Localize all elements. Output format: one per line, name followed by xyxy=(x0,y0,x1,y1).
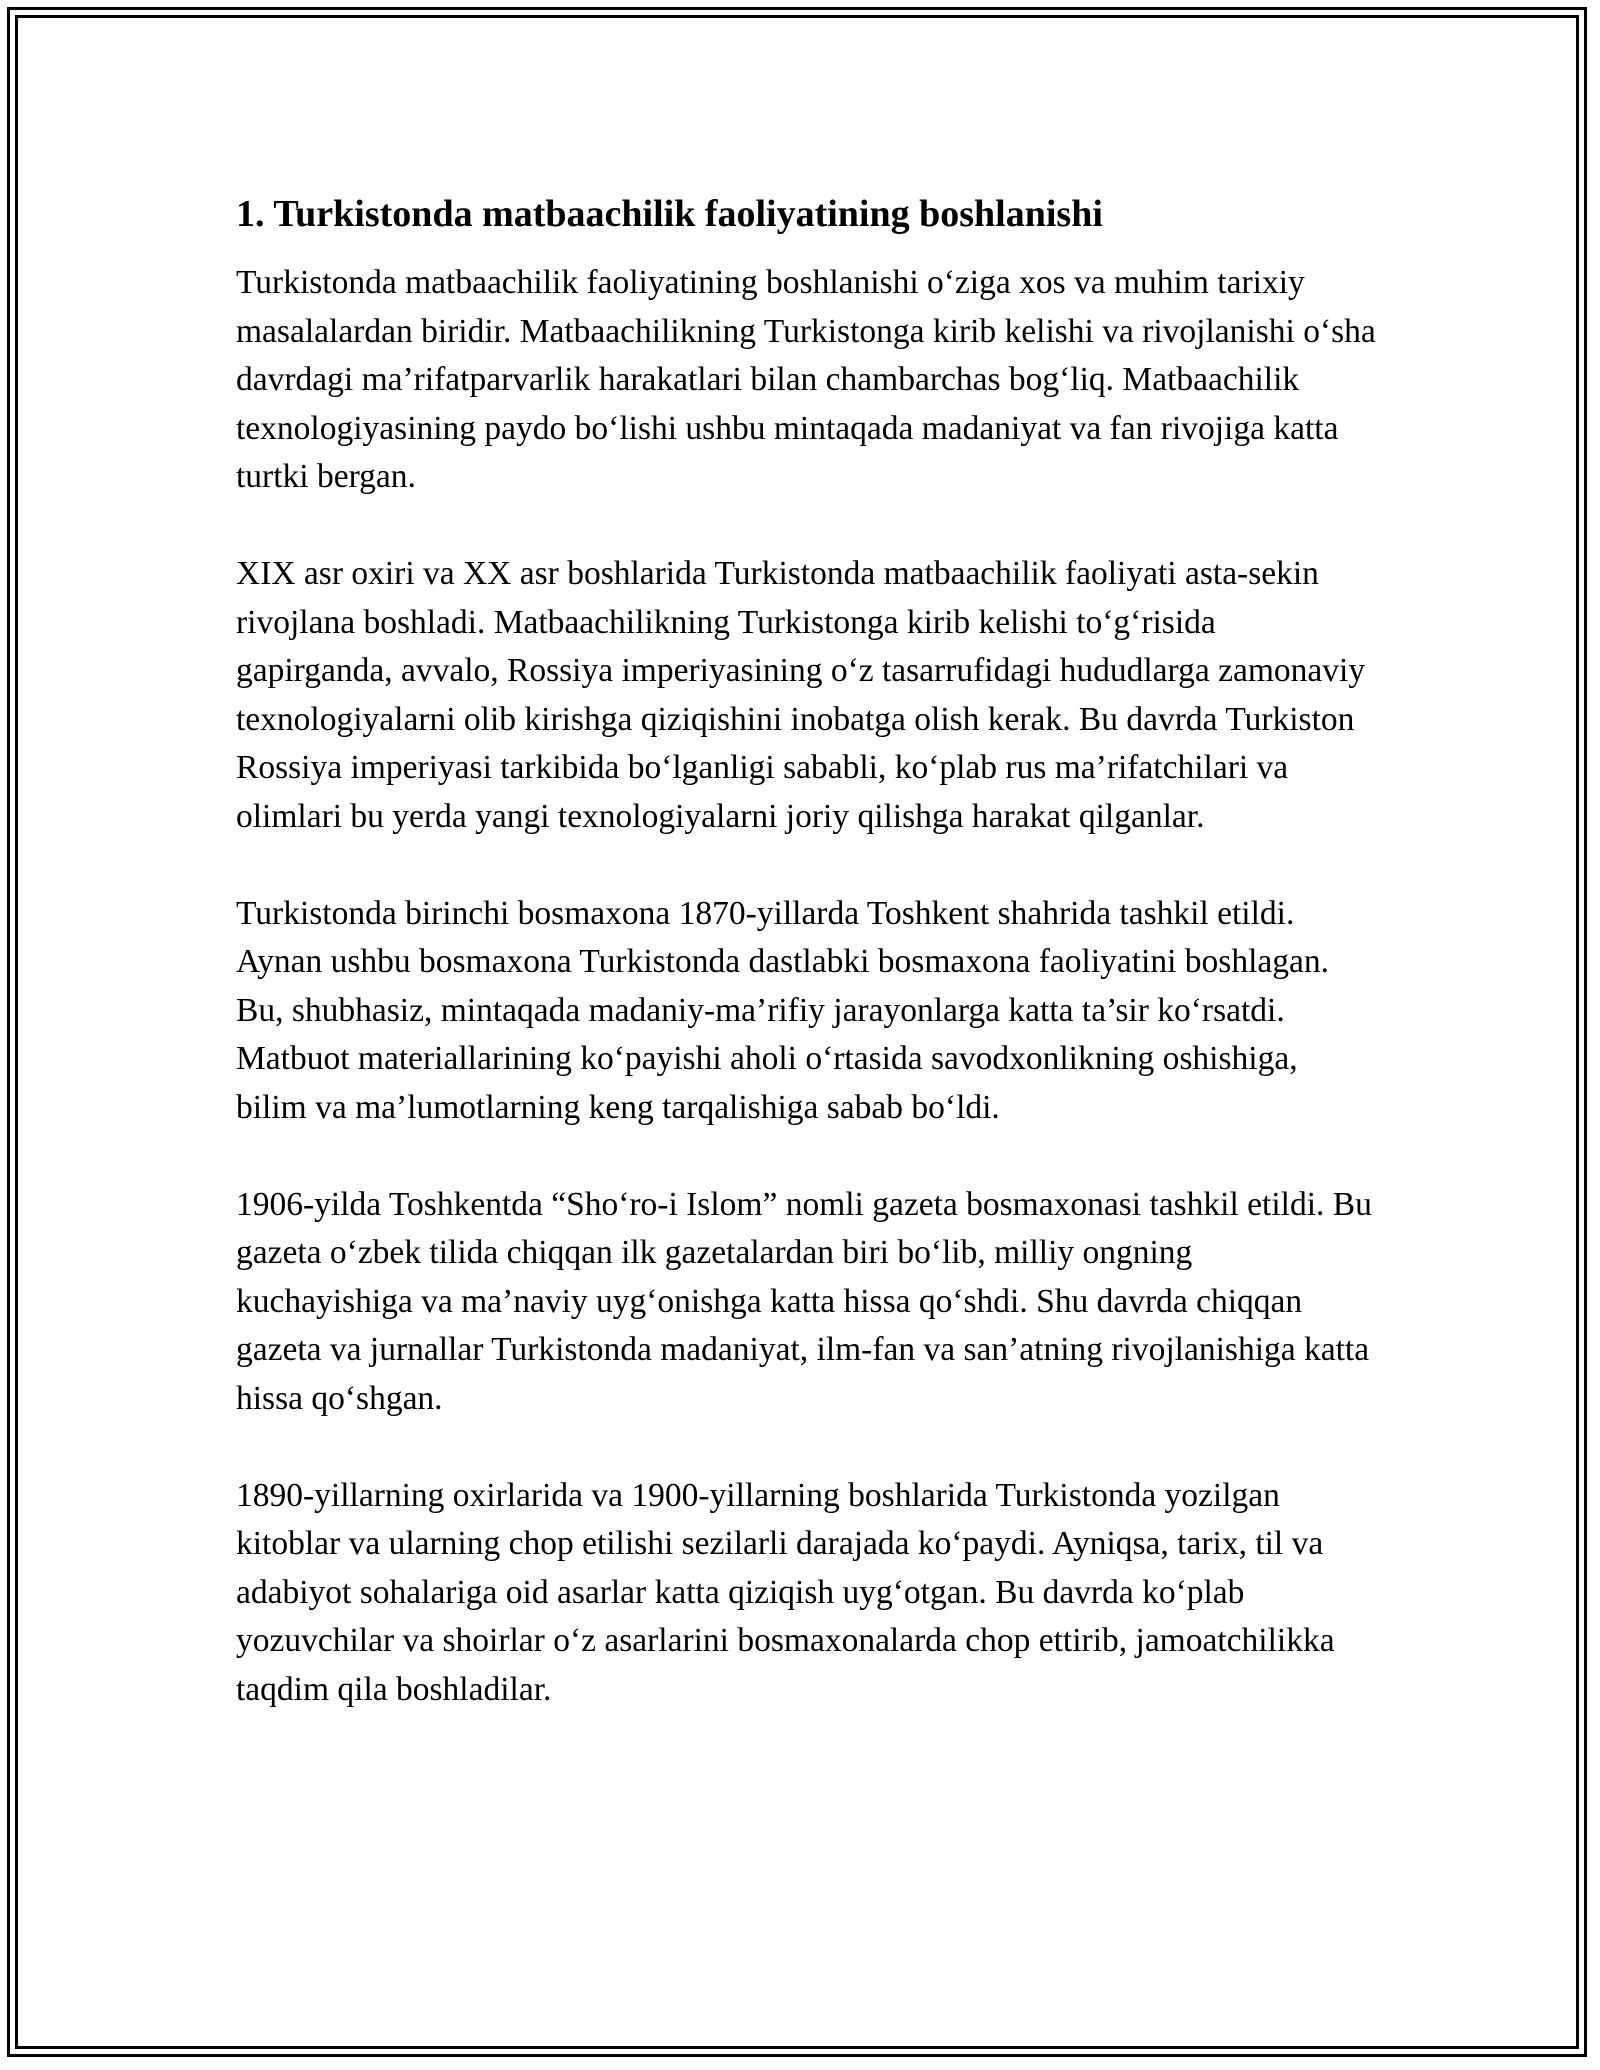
document-body xyxy=(236,183,1376,1763)
paragraph-4: 1906-yilda Toshkentda “Sho‘ro-i Islom” nomli gazeta bosmaxonasi tashkil etildi. Bu gazeta o‘zbek tilida chiqqan ilk gazetalardan biri bo‘lib, milliy ongning kuchayishiga va ma’naviy uyg‘onishga katta hissa qo‘shdi. Shu davrda chiqqan gazeta va jurnallar Turkistonda madaniyat, ilm-fan va san’atning rivojlanishiga katta hissa qo‘shgan. xyxy=(236,1185,1372,1417)
paragraph-3: Turkistonda birinchi bosmaxona 1870-yillarda Toshkent shahrida tashkil etildi. Aynan ushbu bosmaxona Turkistonda dastlabki bosmaxona faoliyatini boshlagan. Bu, shubhasiz, mintaqada madaniy-ma’rifiy jarayonlarga katta ta’sir ko‘rsatdi. Matbuot materiallarining ko‘payishi aholi o‘rtasida savodxonlikning oshishiga, bilim va ma’lumotlarning keng tarqalishiga sabab bo‘ldi. xyxy=(236,894,1330,1126)
paragraph-1: Turkistonda matbaachilik faoliyatining boshlanishi o‘ziga xos va muhim tarixiy masalalardan biridir. Matbaachilikning Turkistonga kirib kelishi va rivojlanishi o‘sha davrdagi ma’rifatparvarlik harakatlari bilan chambarchas bog‘liq. Matbaachilik texnologiyasining paydo bo‘lishi ushbu mintaqada madaniyat va fan rivojiga katta turtki bergan. xyxy=(236,264,1376,495)
section-heading: 1. Turkistonda matbaachilik faoliyatining boshlanishi xyxy=(236,193,1103,235)
paragraph-2: XIX asr oxiri va XX asr boshlarida Turkistonda matbaachilik faoliyati asta-sekin rivojlana boshladi. Matbaachilikning Turkistonga kirib kelishi to‘g‘risida gapirganda, avvalo, Rossiya imperiyasining o‘z tasarrufidagi hududlarga zamonaviy texnologiyalarni olib kirishga qiziqishini inobatga olish kerak. Bu davrda Turkiston Rossiya imperiyasi tarkibida bo‘lganligi sababli, ko‘plab rus ma’rifatchilari va olimlari bu yerda yangi texnologiyalarni joriy qilishga harakat qilganlar. xyxy=(236,555,1366,835)
paragraph-5: 1890-yillarning oxirlarida va 1900-yillarning boshlarida Turkistonda yozilgan kitoblar va ularning chop etilishi sezilarli darajada ko‘paydi. Ayniqsa, tarix, til va adabiyot sohalariga oid asarlar katta qiziqish uyg‘otgan. Bu davrda ko‘plab yozuvchilar va shoirlar o‘z asarlarini bosmaxonalarda chop ettirib, jamoatchilikka taqdim qila boshladilar. xyxy=(236,1476,1335,1708)
